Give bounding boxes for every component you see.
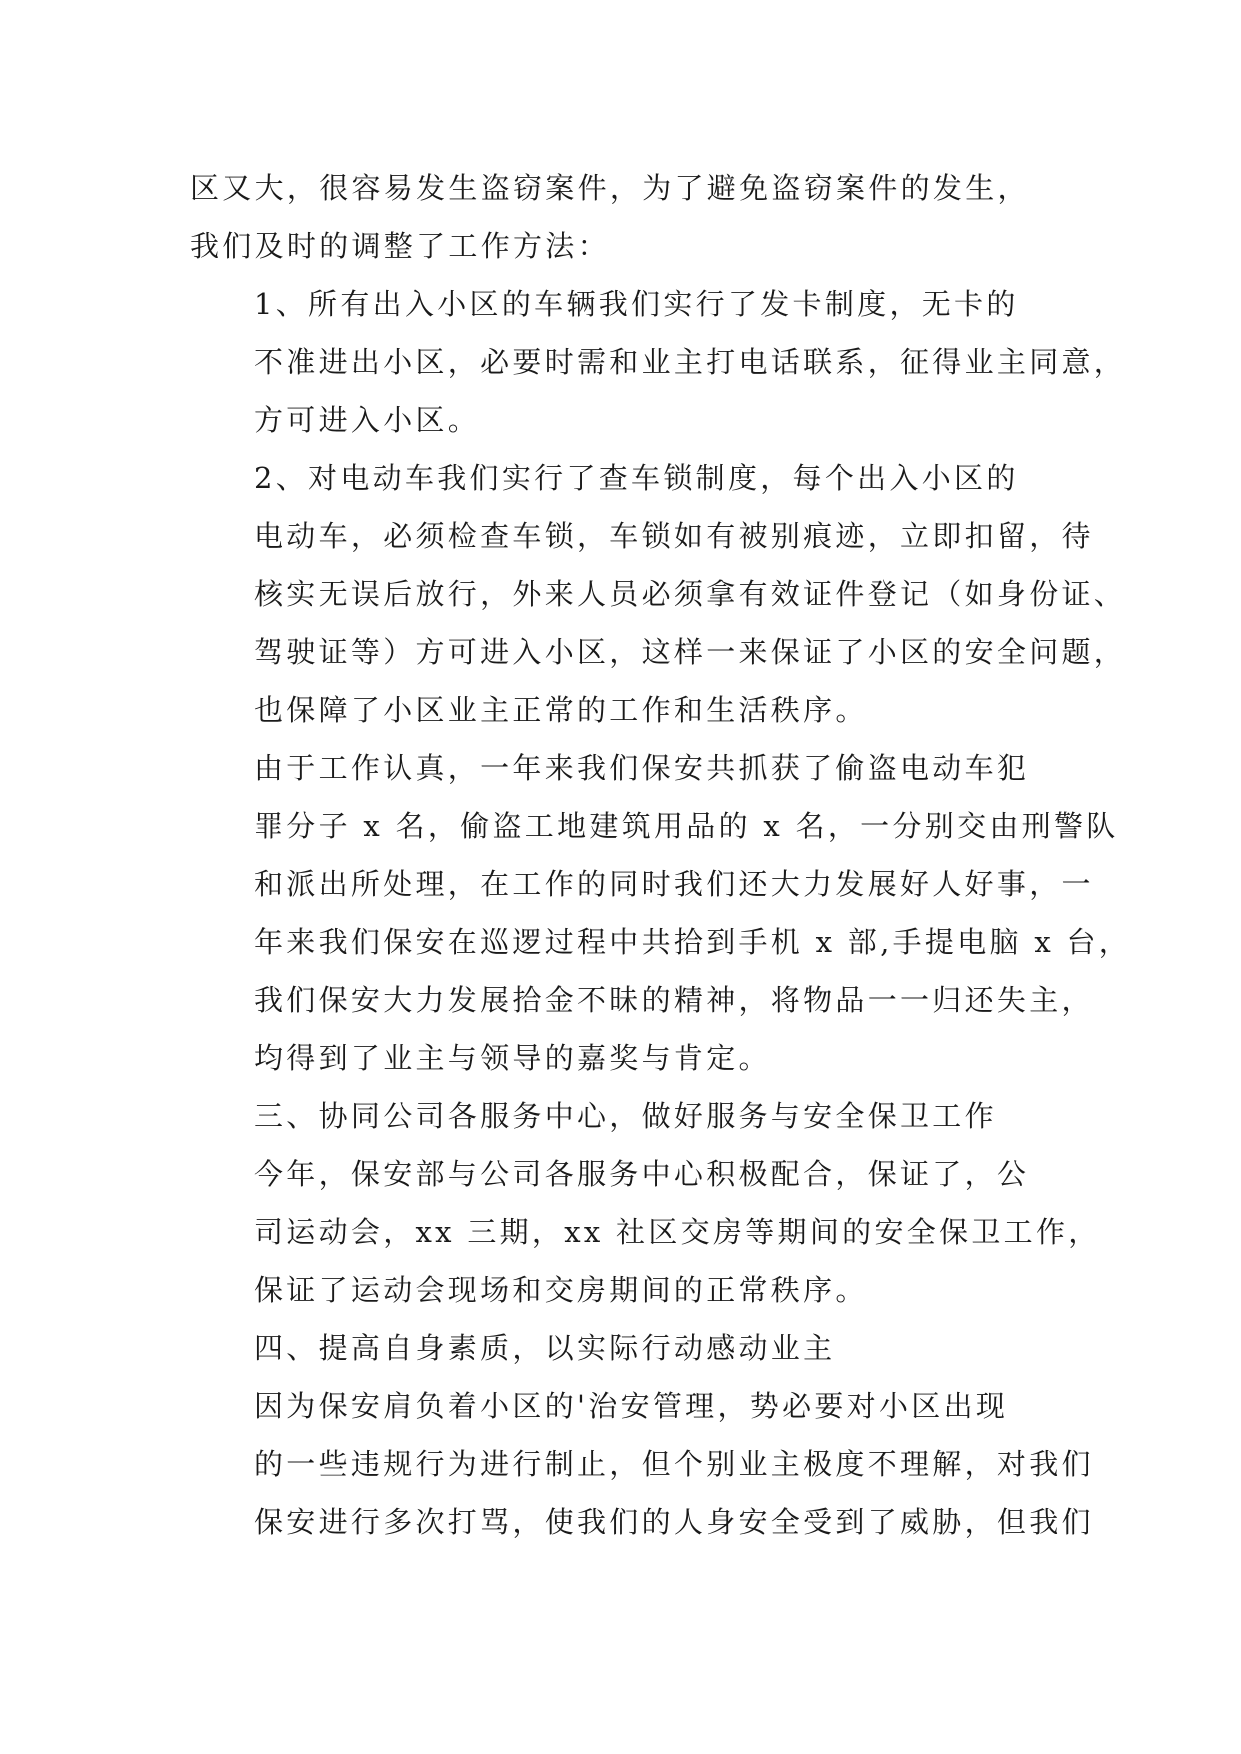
paragraph: [190, 159, 1065, 275]
paragraph: [190, 1377, 1094, 1551]
text-line: 我们保安大力发展拾金不昧的精神，将物品一一归还失主，: [254, 983, 1094, 1017]
text-line: 方可进入小区。: [254, 403, 481, 437]
paragraph: [190, 1087, 1065, 1145]
text-line: 司运动会，xx 三期，xx 社区交房等期间的安全保卫工作，: [254, 1215, 1101, 1249]
text-line: 均得到了业主与领导的嘉奖与肯定。: [254, 1041, 771, 1075]
paragraph: [190, 275, 1127, 449]
paragraph: [190, 739, 1132, 1087]
text-line: 核实无误后放行，外来人员必须拿有效证件登记（如身份证、: [254, 577, 1127, 611]
text-line: 的一些违规行为进行制止，但个别业主极度不理解，对我们: [254, 1447, 1094, 1481]
text-line: 区又大，很容易发生盗窃案件，为了避免盗窃案件的发生，: [190, 171, 1030, 205]
text-line: 四、提高自身素质，以实际行动感动业主: [254, 1331, 836, 1365]
text-line: 三、协同公司各服务中心，做好服务与安全保卫工作: [254, 1099, 997, 1133]
text-line: 和派出所处理，在工作的同时我们还大力发展好人好事，一: [254, 867, 1094, 901]
document-body: [190, 159, 1132, 1551]
text-line: 驾驶证等）方可进入小区，这样一来保证了小区的安全问题，: [254, 635, 1127, 669]
paragraph: [190, 1319, 1065, 1377]
text-line: 年来我们保安在巡逻过程中共拾到手机 x 部,手提电脑 x 台，: [254, 925, 1132, 959]
paragraph: [190, 449, 1127, 739]
text-line: 由于工作认真，一年来我们保安共抓获了偷盗电动车犯: [254, 751, 1030, 785]
text-line: 也保障了小区业主正常的工作和生活秩序。: [254, 693, 868, 727]
text-line: 1、所有出入小区的车辆我们实行了发卡制度，无卡的: [254, 287, 1019, 321]
text-line: 因为保安肩负着小区的'治安管理，势必要对小区出现: [254, 1389, 1009, 1423]
text-line: 保证了运动会现场和交房期间的正常秩序。: [254, 1273, 868, 1307]
text-line: 电动车，必须检查车锁，车锁如有被别痕迹，立即扣留，待: [254, 519, 1094, 553]
text-line: 不准进出小区，必要时需和业主打电话联系，征得业主同意，: [254, 345, 1127, 379]
paragraph: [190, 1145, 1101, 1319]
text-line: 今年，保安部与公司各服务中心积极配合，保证了，公: [254, 1157, 1030, 1191]
text-line: 我们及时的调整了工作方法：: [190, 229, 610, 263]
text-line: 保安进行多次打骂，使我们的人身安全受到了威胁，但我们: [254, 1505, 1094, 1539]
text-line: 罪分子 x 名，偷盗工地建筑用品的 x 名，一分别交由刑警队: [254, 809, 1119, 843]
text-line: 2、对电动车我们实行了查车锁制度，每个出入小区的: [254, 461, 1019, 495]
